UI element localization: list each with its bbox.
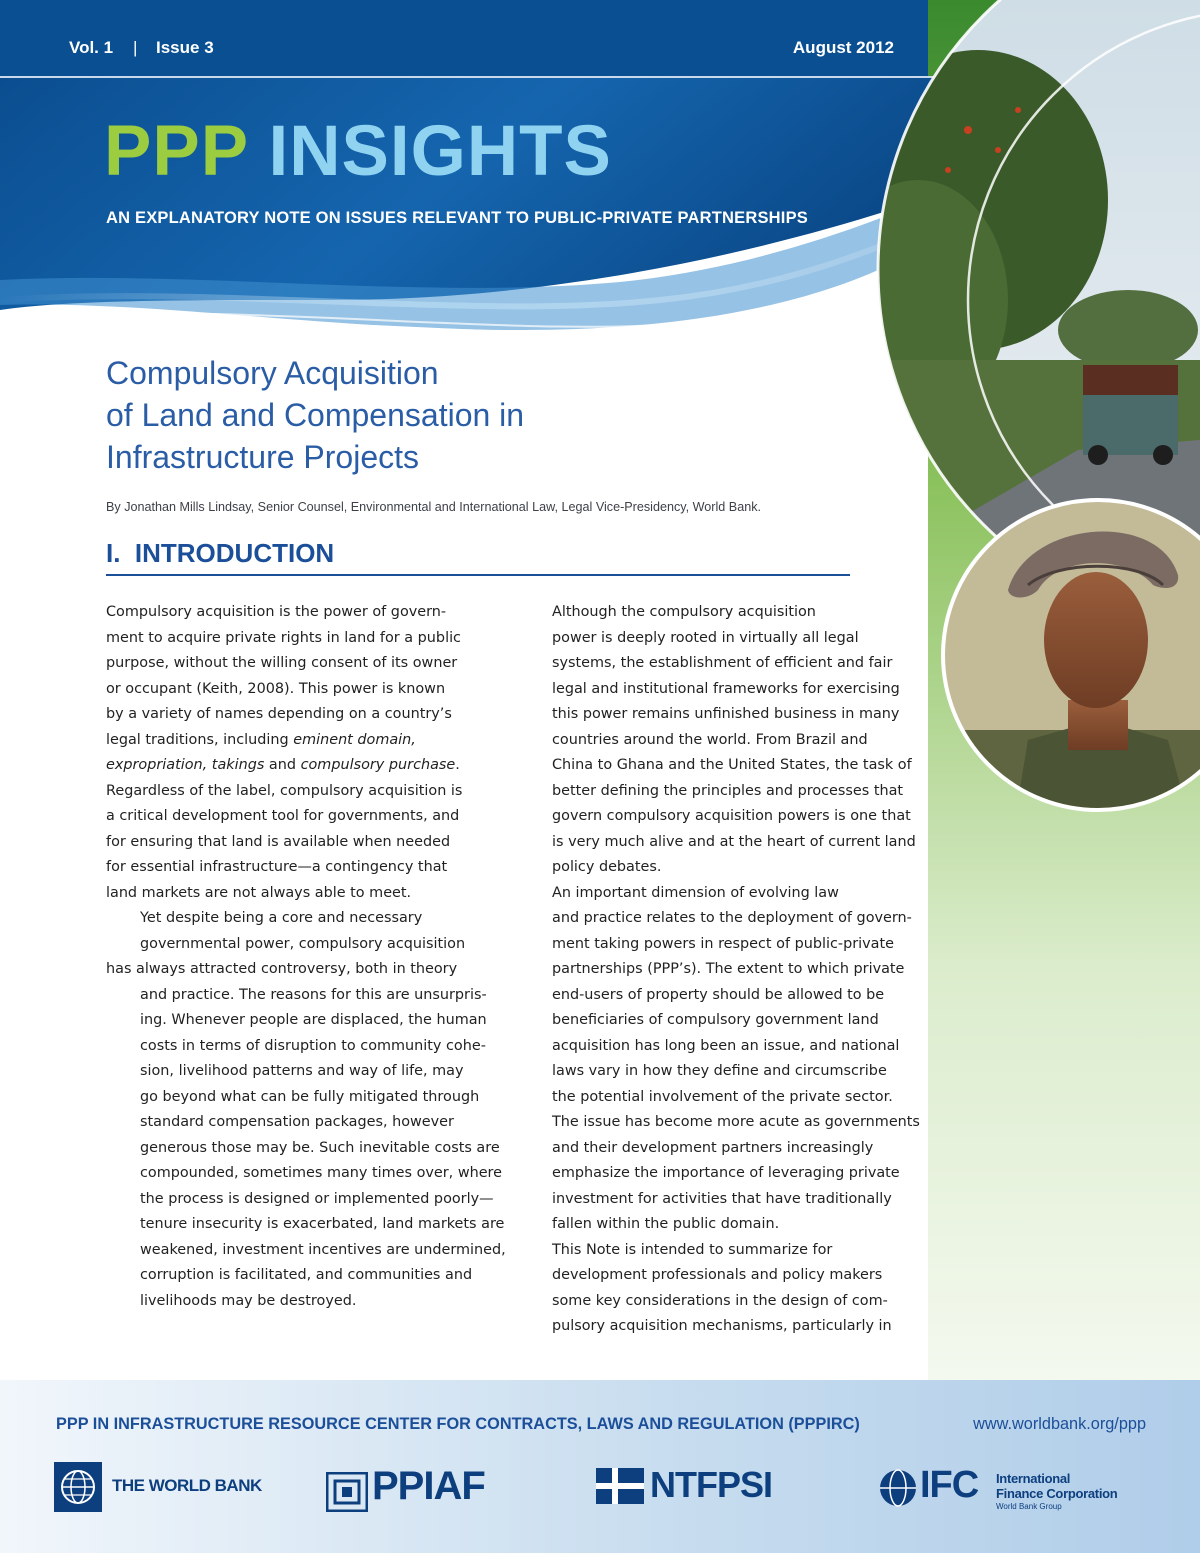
text-line: countries around the world. From Brazil and xyxy=(552,731,868,748)
text-line: weakened, investment incentives are undermined, xyxy=(140,1241,506,1258)
issue-label: Issue 3 xyxy=(156,38,214,57)
text-line: or occupant (Keith, 2008). This power is known xyxy=(106,680,446,697)
text-line: An important dimension of evolving law xyxy=(552,884,839,901)
text-line: go beyond what can be fully mitigated through xyxy=(140,1088,480,1105)
volume-label: Vol. 1 xyxy=(69,38,114,57)
ntfpsi-logo-text: NTFPSI xyxy=(650,1464,773,1505)
text-line: China to Ghana and the United States, the task of xyxy=(552,757,912,773)
ifc-logo-text: IFC xyxy=(920,1464,979,1506)
publication-logo xyxy=(104,112,612,191)
text-line: pulsory acquisition mechanisms, particularly in xyxy=(552,1318,892,1334)
ppiaf-logo-text: PPIAF xyxy=(372,1464,485,1508)
top-bar-rule xyxy=(0,76,950,78)
ifc-name-line-3: World Bank Group xyxy=(996,1502,1062,1511)
text-line: end-users of property should be allowed to be xyxy=(552,986,885,1003)
title-line-2: of Land and Compensation in xyxy=(106,397,525,433)
ppiaf-mark-icon xyxy=(326,1472,368,1512)
text-line: ment taking powers in respect of public-private xyxy=(552,935,894,952)
text-line: development professionals and policy makers xyxy=(552,1267,883,1283)
globe-icon xyxy=(54,1462,102,1512)
term-eminent-domain: eminent domain, xyxy=(293,731,416,748)
text-line: fallen within the public domain. xyxy=(552,1216,780,1232)
tagline: AN EXPLANATORY NOTE ON ISSUES RELEVANT TO PUBLIC-PRIVATE PARTNERSHIPS xyxy=(106,209,808,227)
text-line: the potential involvement of the private sector. xyxy=(552,1088,893,1105)
term-compulsory-purchase: compulsory purchase xyxy=(300,757,456,773)
text-line: laws vary in how they define and circumscribe xyxy=(552,1063,887,1079)
paragraph xyxy=(106,906,506,1314)
text-line: systems, the establishment of efficient and fair xyxy=(552,655,893,671)
text-line: partnerships (PPP’s). The extent to which private xyxy=(552,961,905,977)
text-line: by a variety of names depending on a country’s xyxy=(106,706,452,722)
text-line: power is deeply rooted in virtually all legal xyxy=(552,629,859,646)
text-run: . xyxy=(455,757,460,773)
paragraph xyxy=(518,600,916,881)
ntfpsi-logo xyxy=(596,1462,826,1512)
text-line: Although the compulsory acquisition xyxy=(552,604,816,620)
text-line: sion, livelihood patterns and way of life, may xyxy=(140,1063,464,1079)
text-line: standard compensation packages, however xyxy=(140,1114,454,1130)
ifc-name-line-1: International xyxy=(996,1471,1071,1486)
text-line: acquisition has long been an issue, and national xyxy=(552,1037,900,1054)
footer-url-link[interactable]: www.worldbank.org/ppp xyxy=(973,1415,1146,1433)
text-line: the process is designed or implemented poorly— xyxy=(140,1190,494,1207)
text-line: govern compulsory acquisition powers is one that xyxy=(552,808,911,824)
text-line: purpose, without the willing consent of its owner xyxy=(106,655,458,671)
text-line: emphasize the importance of leveraging private xyxy=(552,1165,900,1181)
brand-insights: INSIGHTS xyxy=(268,112,612,191)
text-line: investment for activities that have traditionally xyxy=(552,1190,892,1207)
text-line: and practice relates to the deployment of govern- xyxy=(552,910,912,926)
text-line: and their development partners increasingly xyxy=(552,1139,874,1156)
text-line: for ensuring that land is available when needed xyxy=(106,833,451,850)
ifc-name-line-2: Finance Corporation xyxy=(996,1486,1118,1501)
body-column-right xyxy=(518,600,920,1340)
text-line: Compulsory acquisition is the power of govern- xyxy=(106,604,447,620)
text-line: some key considerations in the design of com- xyxy=(552,1292,888,1309)
paragraph xyxy=(518,1238,913,1340)
section-heading: I. INTRODUCTION xyxy=(106,538,335,568)
text-line: land markets are not always able to meet. xyxy=(106,884,412,901)
brand-ppp: PPP xyxy=(104,112,248,191)
text-run: legal traditions, including xyxy=(106,731,294,748)
text-line: this power remains unfinished business in many xyxy=(552,706,900,722)
top-bar xyxy=(0,0,928,76)
paragraph xyxy=(106,600,501,906)
text-line: and practice. The reasons for this are unsurpris- xyxy=(140,986,487,1003)
term-expropriation-takings: expropriation, takings xyxy=(106,757,265,773)
ppiaf-logo xyxy=(326,1462,536,1512)
text-line: a critical development tool for governments, and xyxy=(106,808,460,824)
text-line: for essential infrastructure—a contingency that xyxy=(106,859,448,875)
text-line: tenure insecurity is exacerbated, land markets are xyxy=(140,1216,505,1232)
text-line: ment to acquire private rights in land for a public xyxy=(106,629,461,646)
text-line xyxy=(106,753,501,779)
paragraph xyxy=(518,881,920,1238)
body-column-left xyxy=(106,600,506,1314)
text-line: is very much alive and at the heart of current land xyxy=(552,833,916,850)
text-line: Yet despite being a core and necessary xyxy=(140,910,423,926)
text-line: governmental power, compulsory acquisition xyxy=(140,935,466,952)
issue-separator: | xyxy=(133,38,138,57)
text-line: livelihoods may be destroyed. xyxy=(140,1292,357,1309)
text-line: The issue has become more acute as governments xyxy=(552,1114,920,1130)
flag-icon xyxy=(596,1468,644,1504)
text-line: corruption is facilitated, and communities and xyxy=(140,1267,473,1283)
text-line: has always attracted controversy, both in theory xyxy=(106,961,458,977)
byline: By Jonathan Mills Lindsay, Senior Counsel, Environmental and International Law, Legal Vice-Presidency, World Bank. xyxy=(106,500,762,514)
text-line: This Note is intended to summarize for xyxy=(552,1241,833,1258)
text-line: ing. Whenever people are displaced, the human xyxy=(140,1012,487,1028)
section-rule xyxy=(106,574,850,576)
text-line: legal and institutional frameworks for exercising xyxy=(552,680,900,697)
resource-center-name: PPP IN INFRASTRUCTURE RESOURCE CENTER FOR CONTRACTS, LAWS AND REGULATION (PPPIRC) xyxy=(56,1415,860,1433)
text-line: generous those may be. Such inevitable costs are xyxy=(140,1139,500,1156)
worldbank-logo-text: THE WORLD BANK xyxy=(112,1476,262,1495)
ifc-logo xyxy=(878,1462,1153,1512)
title-line-1: Compulsory Acquisition xyxy=(106,355,439,391)
issue-date: August 2012 xyxy=(792,38,894,57)
ifc-globe-icon xyxy=(878,1468,918,1508)
text-line: compounded, sometimes many times over, where xyxy=(140,1165,503,1181)
worldbank-logo xyxy=(54,1462,284,1512)
title-line-3: Infrastructure Projects xyxy=(106,439,419,475)
text-line xyxy=(106,728,501,754)
text-line: beneficiaries of compulsory government land xyxy=(552,1012,879,1028)
text-line: policy debates. xyxy=(552,859,662,875)
text-run: and xyxy=(264,757,301,773)
text-line: better defining the principles and processes that xyxy=(552,782,904,799)
text-line: Regardless of the label, compulsory acquisition is xyxy=(106,782,463,799)
article-title xyxy=(106,352,726,478)
text-line: costs in terms of disruption to community cohe- xyxy=(140,1037,486,1054)
